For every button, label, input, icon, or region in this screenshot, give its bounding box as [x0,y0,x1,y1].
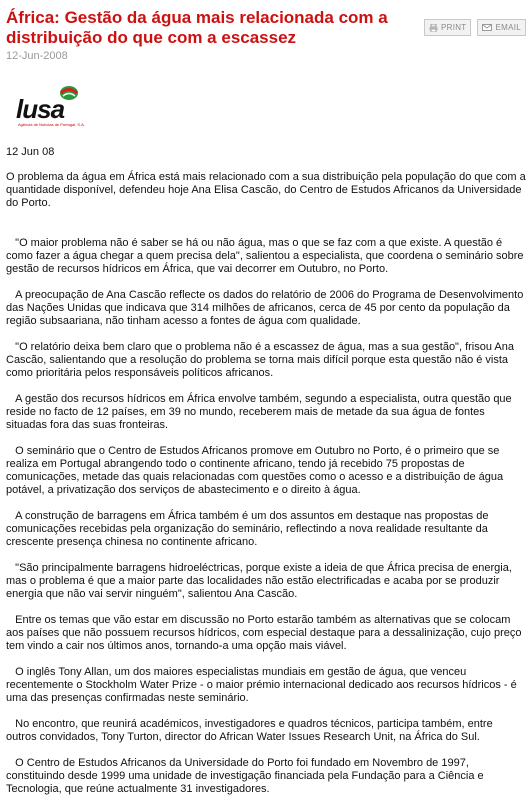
publish-date: 12-Jun-2008 [6,50,68,62]
article-title: África: Gestão da água mais relacionada com a distribuição do que com a escassez [6,8,388,47]
article-paragraph: "O relatório deixa bem claro que o problema não é a escassez de água, mas a sua gestão", frisou Ana Cascão, salientando que a resolução do problema se torna mais difícil porque esta questão não é vista como prioritária pelos responsáveis políticos africanos. [6,341,514,379]
article-paragraph: O Centro de Estudos Africanos da Universidade do Porto foi fundado em Novembro de 1997, constituindo desde 1999 uma unidade de investigação financiada pela Fundação para a Ciência e Tecnologia, que reúne actualmente 31 investigadores. [6,757,484,795]
dateline: 12 Jun 08 [6,146,55,158]
email-button[interactable] [477,19,526,36]
article-paragraph: Entre os temas que vão estar em discussão no Porto estarão também as alternativas que se colocam aos países que não possuem recursos hídricos, com especial destaque para a dessalinização, cujo preço tem vindo a cair nos últimos anos, tornando-a uma opção mais viável. [6,614,522,652]
article-paragraph: A preocupação de Ana Cascão reflecte os dados do relatório de 2006 do Programa de Desenvolvimento das Nações Unidas que indicava que 314 milhões de africanos, cerca de 45 por cento da população da região subsaariana, não tinham acesso a fontes de água com qualidade. [6,289,524,327]
article-paragraph: A construção de barragens em África também é um dos assuntos em destaque nas propostas de comunicações recebidas pela organização do seminário, reflectindo a nova realidade resultante da crescente presença chinesa no continente africano. [6,510,489,548]
article-paragraph: "São principalmente barragens hidroeléctricas, porque existe a ideia de que África precisa de energia, mas o problema é que a maior parte das localidades não estão electrificadas e acaba por se produzir energia que não vai servir ninguém", salientou Ana Cascão. [6,562,512,600]
envelope-icon [482,24,492,31]
article-paragraph: A gestão dos recursos hídricos em África envolve também, segundo a especialista, outra questão que reside no facto de 12 países, em 39 no mundo, receberem mais de metade da sua água de fontes situadas fora das suas fronteiras. [6,393,512,431]
article-paragraph: O inglês Tony Allan, um dos maiores especialistas mundiais em gestão de água, que venceu recentemente o Stockholm Water Prize - o maior prémio internacional dedicado aos recursos hídricos - é uma das presenças confirmadas neste seminário. [6,666,517,704]
printer-icon [429,24,438,32]
print-label: PRINT [440,23,467,32]
article-paragraph: O seminário que o Centro de Estudos Africanos promove em Outubro no Porto, é o primeiro que se realiza em Portugal abrangendo todo o continente africano, tendo já recebido 75 propostas de comunicações, metade das quais relacionadas com questões como o acesso e a distribuição de água potável, a privatização dos serviços de abastecimento e o direito à água. [6,445,504,496]
article-body [6,146,526,809]
email-label: EMAIL [495,23,521,32]
article-paragraph: "O maior problema não é saber se há ou não água, mas o que se faz com a que existe. A questão é como fazer a água chegar a quem precisa dela", salientou a especialista, que coordena o seminário sobre gestão de recursos hídricos em África, que vai decorrer em Outubro, no Porto. [6,237,524,275]
article-paragraph: O problema da água em África está mais relacionado com a sua distribuição pela população do que com a quantidade disponível, defendeu hoje Ana Elisa Cascão, do Centro de Estudos Africanos da Universidade do Porto. [6,171,526,209]
logo-tagline: Agência de Notícias de Portugal, S.A. [18,122,85,127]
article-paragraph: No encontro, que reunirá académicos, investigadores e quadros técnicos, participa também, entre outros convidados, Tony Turton, director do African Water Issues Research Unit, na África do Sul. [6,718,493,743]
article-header [6,8,416,62]
print-button[interactable] [424,19,472,36]
article-tools [424,19,526,36]
logo-wordmark: lusa [16,94,65,124]
lusa-logo [14,82,104,132]
